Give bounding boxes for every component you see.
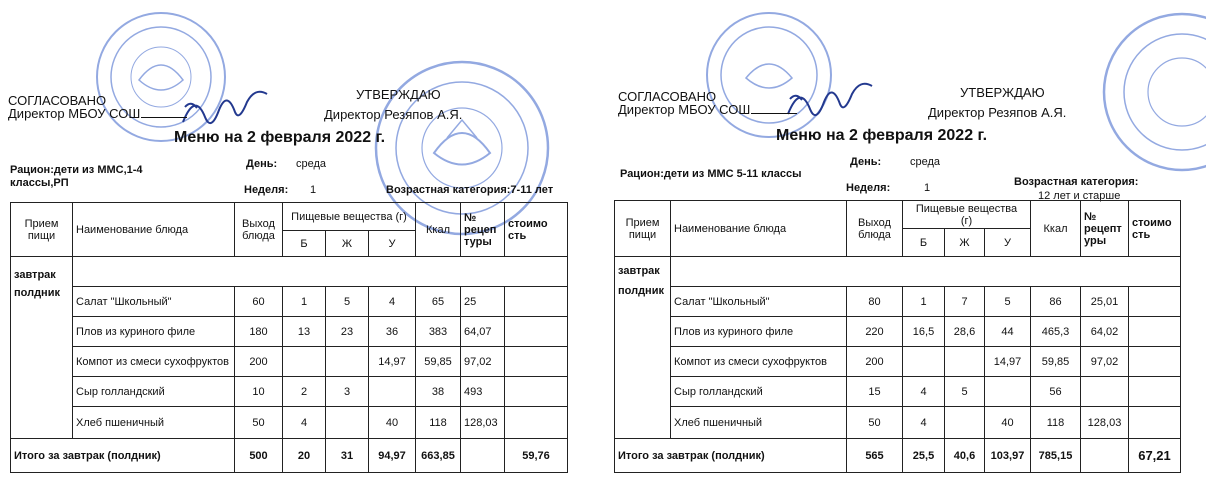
day-label: День: (246, 158, 278, 170)
age-value: 7-11 лет (510, 184, 554, 196)
approved-title: УТВЕРЖДАЮ (356, 87, 441, 102)
menu-table (10, 202, 568, 473)
header-dish: Наименование блюда (671, 201, 847, 257)
table-row: Плов из куриного филе 220 16,5 28,6 44 465,3 64,02 (615, 317, 1181, 347)
menu-table (614, 200, 1181, 473)
header-u: У (369, 231, 416, 257)
header-kcal: Ккал (1031, 201, 1081, 257)
table-row: Сыр голландский 15 4 5 56 (615, 377, 1181, 407)
ration-label: Рацион: (620, 168, 664, 180)
ration-value: дети из ММС 5-11 классы (663, 168, 802, 180)
meal-name: завтрак (618, 265, 660, 277)
day-value: среда (296, 158, 327, 170)
header-yield: Выход блюда (235, 203, 283, 257)
header-yield: Выход блюда (847, 201, 903, 257)
table-row: Компот из смеси сухофруктов 200 14,97 59,85 97,02 (11, 347, 568, 377)
header-recipe: № рецеп туры (461, 203, 505, 257)
header-kcal: Ккал (416, 203, 461, 257)
approved-line: Директор Резяпов А.Я. (324, 107, 463, 122)
table-row: Салат "Школьный" 80 1 7 5 86 25,01 (615, 287, 1181, 317)
age-value: 12 лет и старше (1038, 190, 1121, 202)
header-b: Б (903, 229, 945, 257)
table-row: Салат "Школьный" 60 1 5 4 65 25 (11, 287, 568, 317)
header-recipe: № рецепт уры (1081, 201, 1129, 257)
approved-line: Директор Резяпов А.Я. (928, 105, 1067, 120)
week-label: Неделя: (244, 184, 289, 196)
agreed-title: СОГЛАСОВАНО (618, 89, 717, 104)
age-label: Возрастная категория: (386, 184, 511, 196)
header-dish: Наименование блюда (73, 203, 235, 257)
agreed-title: СОГЛАСОВАНО (8, 93, 107, 108)
table-row: Плов из куриного филе 180 13 23 36 383 64,07 (11, 317, 568, 347)
header-nutrients: Пищевые вещества (г) (283, 203, 416, 231)
header-u: У (985, 229, 1031, 257)
header-meal: Прием пищи (615, 201, 671, 257)
meal-name: завтрак (14, 269, 56, 281)
menu-document-right (604, 0, 1206, 481)
table-row: Хлеб пшеничный 50 4 40 118 128,03 (11, 407, 568, 439)
age-label: Возрастная категория: (1014, 176, 1139, 188)
day-label: День: (850, 156, 882, 168)
table-row: Хлеб пшеничный 50 4 40 118 128,03 (615, 407, 1181, 439)
menu-title: Меню на 2 февраля 2022 г. (776, 127, 988, 144)
week-value: 1 (310, 184, 317, 196)
meal-name-cell (11, 257, 73, 439)
meal-name: полдник (14, 287, 60, 299)
meal-name-cell (615, 257, 671, 439)
ration-value: дети из ММС,1-4 классы,РП (10, 164, 143, 189)
header-meal: Прием пищи (11, 203, 73, 257)
round-stamp-icon (1082, 12, 1206, 182)
header-cost: стоимо сть (505, 203, 568, 257)
header-nutrients: Пищевые вещества (г) (903, 201, 1031, 229)
agreed-line: Директор МБОУ СОШ (618, 102, 751, 117)
header-cost: стоимо сть (1129, 201, 1181, 257)
day-value: среда (910, 156, 941, 168)
header-zh: Ж (945, 229, 985, 257)
agreed-line: Директор МБОУ СОШ (8, 106, 141, 121)
week-value: 1 (924, 182, 931, 194)
approved-title: УТВЕРЖДАЮ (960, 85, 1045, 100)
table-row: Сыр голландский 10 2 3 38 493 (11, 377, 568, 407)
table-row: Компот из смеси сухофруктов 200 14,97 59,85 97,02 (615, 347, 1181, 377)
total-row: Итого за завтрак (полдник) 565 25,5 40,6 103,97 785,15 67,21 (615, 439, 1181, 473)
menu-title: Меню на 2 февраля 2022 г. (174, 129, 386, 146)
header-b: Б (283, 231, 326, 257)
week-label: Неделя: (846, 182, 891, 194)
ration-label: Рацион: (10, 164, 54, 176)
total-row: Итого за завтрак (полдник) 500 20 31 94,97 663,85 59,76 (11, 439, 568, 473)
menu-document-left (0, 0, 590, 481)
meal-name: полдник (618, 285, 664, 297)
header-zh: Ж (326, 231, 369, 257)
